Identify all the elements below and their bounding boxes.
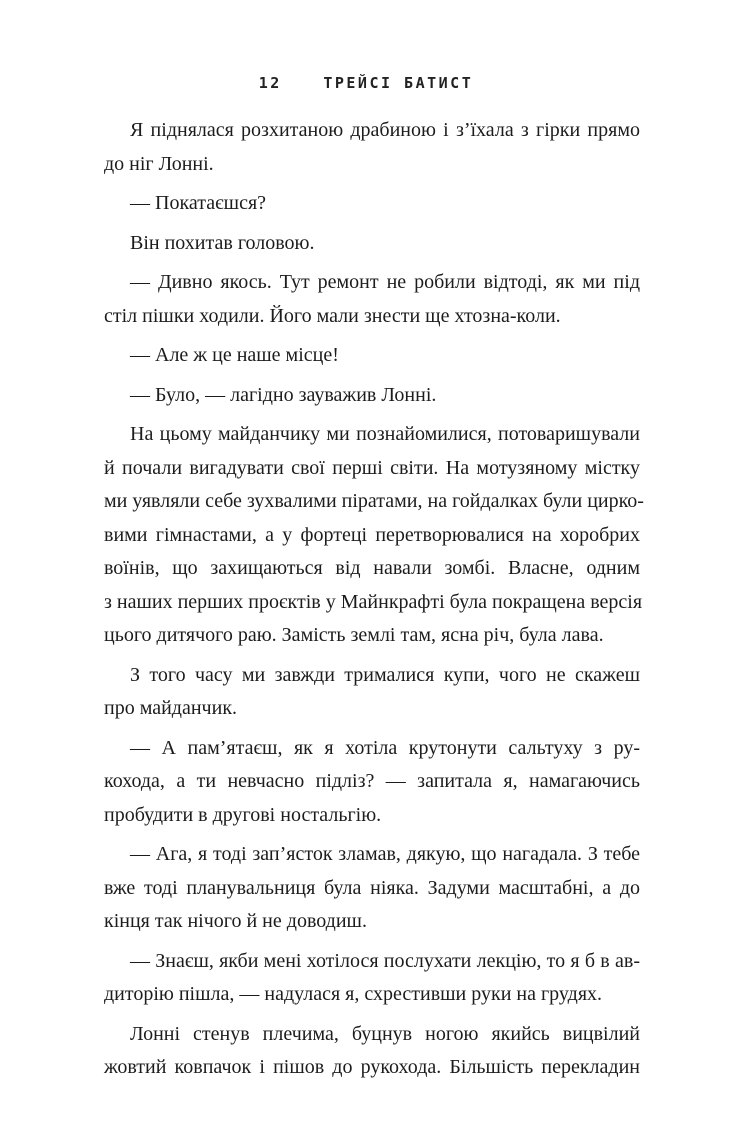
text-line: про майданчик.	[104, 697, 238, 719]
text-line: — Було, — лагідно зауважив Лонні.	[130, 383, 437, 406]
paragraph	[104, 1018, 640, 1085]
paragraph	[104, 838, 640, 939]
paragraph	[104, 418, 644, 653]
text-line: — Дивно якось. Тут ремонт не робили відтоді, як ми під	[130, 271, 640, 293]
text-line: пробудити в другові ностальгію.	[104, 803, 382, 826]
paragraph	[104, 945, 640, 1012]
paragraph	[104, 379, 640, 413]
text-line: вже тоді планувальниця була ніяка. Задуми масштабні, а до	[104, 876, 640, 899]
paragraph	[104, 732, 640, 833]
text-line: — Ага, я тоді зап’ясток зламав, дякую, що нагадала. З тебе	[130, 843, 640, 865]
text-line: цього дитячого раю. Замість землі там, ясна річ, була лава.	[104, 624, 604, 646]
text-line: Він похитав головою.	[130, 231, 315, 254]
text-line: З того часу ми завжди трималися купи, чого не скажеш	[130, 663, 640, 686]
text-line: з наших перших проєктів у Майнкрафті була покращена версія	[104, 590, 643, 613]
paragraph	[104, 187, 640, 221]
text-line: Лонні стенув плечима, буцнув ногою якийсь вицвілий	[130, 1022, 640, 1045]
text-line: й почали вигадувати свої перші світи. На мотузяному містку	[104, 456, 640, 479]
text-line: до ніг Лонні.	[104, 152, 214, 175]
paragraph	[104, 339, 640, 373]
paragraph	[104, 659, 640, 726]
paragraph	[104, 114, 640, 181]
text-line: диторію пішла, — надулася я, схрестивши руки на грудях.	[104, 983, 603, 1005]
text-line: — Але ж це наше місце!	[130, 344, 339, 366]
text-line: ми уявляли себе зухвалими піратами, на гойдалках були цирко-	[104, 490, 644, 512]
page-number: 12	[258, 74, 282, 92]
body-text	[104, 114, 644, 1085]
text-line: вими гімнастами, а у фортеці перетворювалися на хоробрих	[104, 523, 640, 546]
running-head	[0, 74, 732, 92]
text-line: — Покатаєшся?	[130, 192, 267, 214]
author-name: ТРЕЙСІ БАТИСТ	[323, 74, 474, 92]
paragraph	[104, 266, 640, 333]
text-line: стіл пішки ходили. Його мали знести ще хтозна-коли.	[104, 304, 561, 327]
text-line: На цьому майданчику ми познайомилися, потоваришували	[130, 423, 640, 445]
text-line: — Знаєш, якби мені хотілося послухати лекцію, то я б в ав-	[130, 949, 640, 972]
text-line: — А пам’ятаєш, як я хотіла крутонути сальтуху з ру-	[130, 736, 640, 759]
text-line: кінця так нічого й не доводиш.	[104, 910, 367, 932]
text-line: кохода, а ти невчасно підліз? — запитала я, намагаючись	[104, 770, 640, 792]
text-line: воїнів, що захищаються від навали зомбі. Власне, одним	[104, 557, 640, 579]
paragraph	[104, 227, 640, 261]
text-line: жовтий ковпачок і пішов до рукохода. Більшість перекладин	[104, 1056, 640, 1078]
text-line: Я піднялася розхитаною драбиною і з’їхала з гірки прямо	[130, 119, 640, 141]
